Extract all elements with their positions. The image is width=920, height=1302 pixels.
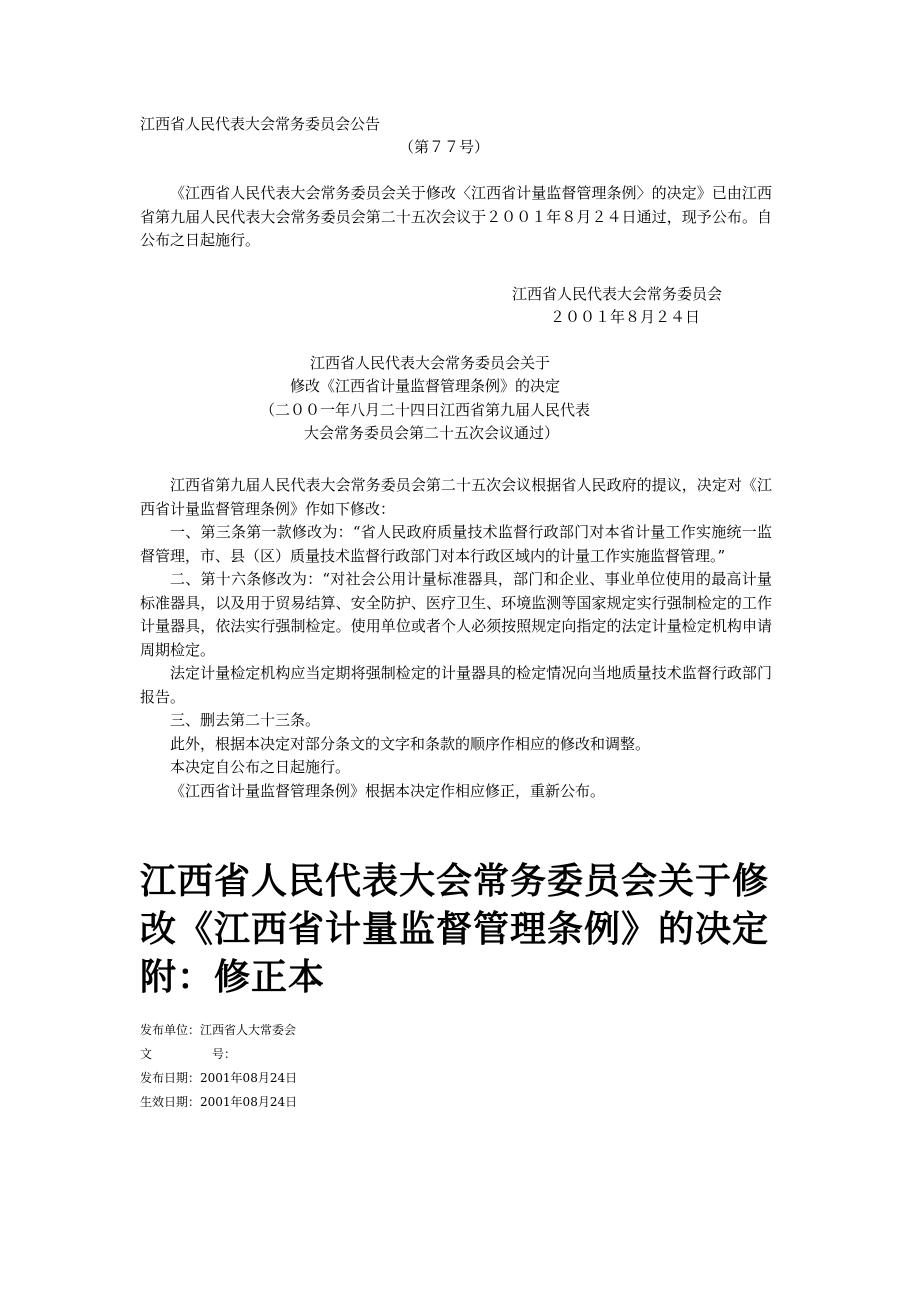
meta-value: 2001年08月24日 [200,1071,298,1085]
meta-value: 江西省人大常委会 [200,1023,297,1037]
announcement-body: 《江西省人民代表大会常务委员会关于修改〈江西省计量监督管理条例〉的决定》已由江西省第九届人民代表大会常务委员会第二十五次会议于２００１年８月２４日通过，现予公布。自公布之日起施行。 [140,184,772,249]
decision-body [140,474,772,803]
meta-label: 文 号： [140,1047,237,1061]
paragraph: 三、删去第二十三条。 [170,711,321,729]
signature-date: ２００１年８月２４日 [550,308,701,326]
meta-effective-date [140,1090,297,1114]
decision-title-line: 修改《江西省计量监督管理条例》的决定 [290,377,561,395]
paragraph: 本决定自公布之日起施行。 [170,758,351,776]
meta-label: 生效日期： [140,1095,201,1109]
meta-label: 发布日期： [140,1071,201,1085]
paragraph: 法定计量检定机构应当定期将强制检定的计量器具的检定情况向当地质量技术监督行政部门报告。 [140,664,772,706]
paragraph: 二、第十六条修改为：“对社会公用计量标准器具，部门和企业、事业单位使用的最高计量标准器具，以及用于贸易结算、安全防护、医疗卫生、环境监测等国家规定实行强制检定的工作计量器具，依法实行强制检定。使用单位或者个人必须按照规定向指定的法定计量检定机构申请周期检定。 [140,570,772,659]
meta-publisher [140,1018,297,1042]
metadata-block [140,1018,297,1114]
decision-title-line: 江西省人民代表大会常务委员会关于 [310,354,551,372]
signature-org: 江西省人民代表大会常务委员会 [512,285,723,303]
paragraph: 一、第三条第一款修改为：“省人民政府质量技术监督行政部门对本省计量工作实施统一监督管理，市、县（区）质量技术监督行政部门对本行政区域内的计量工作实施监督管理。” [140,523,772,565]
big-title: 江西省人民代表大会常务委员会关于修改《江西省计量监督管理条例》的决定附：修正本 [140,861,770,998]
announcement-number: （第７７号） [399,138,490,156]
meta-publish-date [140,1066,297,1090]
decision-title-line: （二００一年八月二十四日江西省第九届人民代表 [260,401,591,419]
meta-docno [140,1042,297,1066]
paragraph: 《江西省计量监督管理条例》根据本决定作相应修正，重新公布。 [170,781,606,800]
meta-value: 2001年08月24日 [200,1095,298,1109]
paragraph: 此外，根据本决定对部分条文的文字和条款的顺序作相应的修改和调整。 [170,734,651,753]
announcement-header: 江西省人民代表大会常务委员会公告 [140,115,381,133]
paragraph: 江西省第九届人民代表大会常务委员会第二十五次会议根据省人民政府的提议，决定对《江西省计量监督管理条例》作如下修改： [140,476,772,518]
decision-title-line: 大会常务委员会第二十五次会议通过） [304,424,560,442]
meta-label: 发布单位： [140,1023,201,1037]
